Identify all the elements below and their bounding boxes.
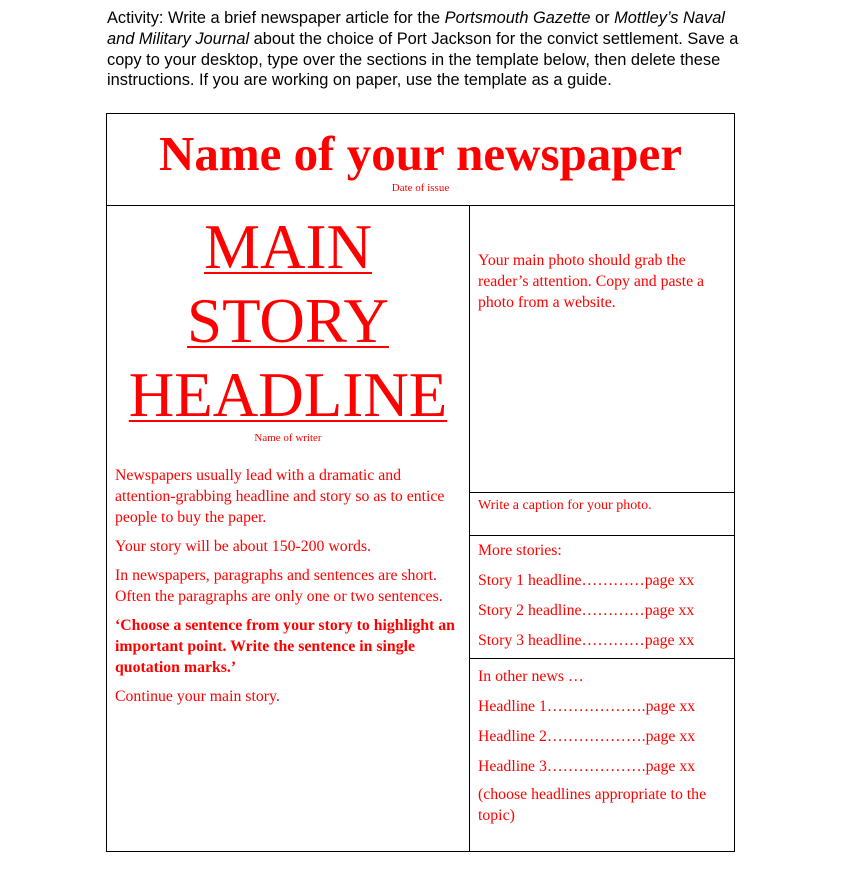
other-news-heading: In other news …	[478, 668, 584, 685]
story-link[interactable]: Story 1 headline…………page xx	[478, 572, 695, 589]
caption-text: Write a caption for your photo.	[478, 498, 652, 513]
newspaper-template	[106, 113, 735, 852]
publication-name-1: Portsmouth Gazette	[444, 9, 591, 27]
other-news-link[interactable]: Headline 1……………….page xx	[478, 698, 696, 715]
main-headline[interactable]	[107, 210, 469, 432]
headline-line: MAIN	[204, 212, 372, 282]
other-news-link[interactable]: Headline 3……………….page xx	[478, 758, 696, 775]
more-stories-heading: More stories:	[478, 542, 562, 559]
story-paragraph: In newspapers, paragraphs and sentences are short. Often the paragraphs are only one or two sentences.	[115, 567, 443, 605]
instructions-suffix: about the choice of Port Jackson for the convict settlement. Save a copy to your desktop, type over the sections in the template below, then delete these instructions. If you are working on paper, use the template as a guide.	[107, 29, 739, 90]
story-link[interactable]: Story 2 headline…………page xx	[478, 602, 695, 619]
story-paragraph: Newspapers usually lead with a dramatic and attention-grabbing headline and story so as to entice people to buy the paper.	[115, 467, 445, 526]
main-story-column	[107, 206, 470, 851]
other-news-note: (choose headlines appropriate to the topic)	[478, 786, 707, 824]
main-photo-placeholder[interactable]	[470, 206, 734, 493]
publication-name-2: Mottley’s Naval and Military Journal	[107, 9, 725, 48]
story-link[interactable]: Story 3 headline…………page xx	[478, 632, 695, 649]
photo-instructions: Your main photo should grab the reader’s attention. Copy and paste a photo from a website.	[478, 252, 705, 311]
masthead	[107, 114, 734, 206]
story-paragraph: Your story will be about 150-200 words.	[115, 538, 371, 555]
activity-instructions	[107, 8, 747, 91]
other-news	[470, 659, 734, 826]
photo-caption[interactable]	[470, 493, 734, 536]
writer-name[interactable]: Name of writer	[254, 432, 322, 444]
sidebar-column	[470, 206, 734, 851]
instructions-prefix: Activity: Write a brief newspaper article for the	[107, 9, 445, 27]
story-paragraph: Continue your main story.	[115, 688, 280, 705]
issue-date[interactable]: Date of issue	[391, 182, 450, 194]
more-stories	[470, 536, 734, 659]
headline-line: HEADLINE	[128, 360, 448, 430]
headline-line: STORY	[187, 286, 389, 356]
instructions-or: or	[590, 9, 615, 27]
main-story-body[interactable]	[115, 465, 465, 707]
other-news-link[interactable]: Headline 2……………….page xx	[478, 728, 696, 745]
pull-quote: ‘Choose a sentence from your story to highlight an important point. Write the sentence in single quotation marks.’	[115, 617, 455, 676]
newspaper-name[interactable]: Name of your newspaper	[158, 126, 683, 181]
